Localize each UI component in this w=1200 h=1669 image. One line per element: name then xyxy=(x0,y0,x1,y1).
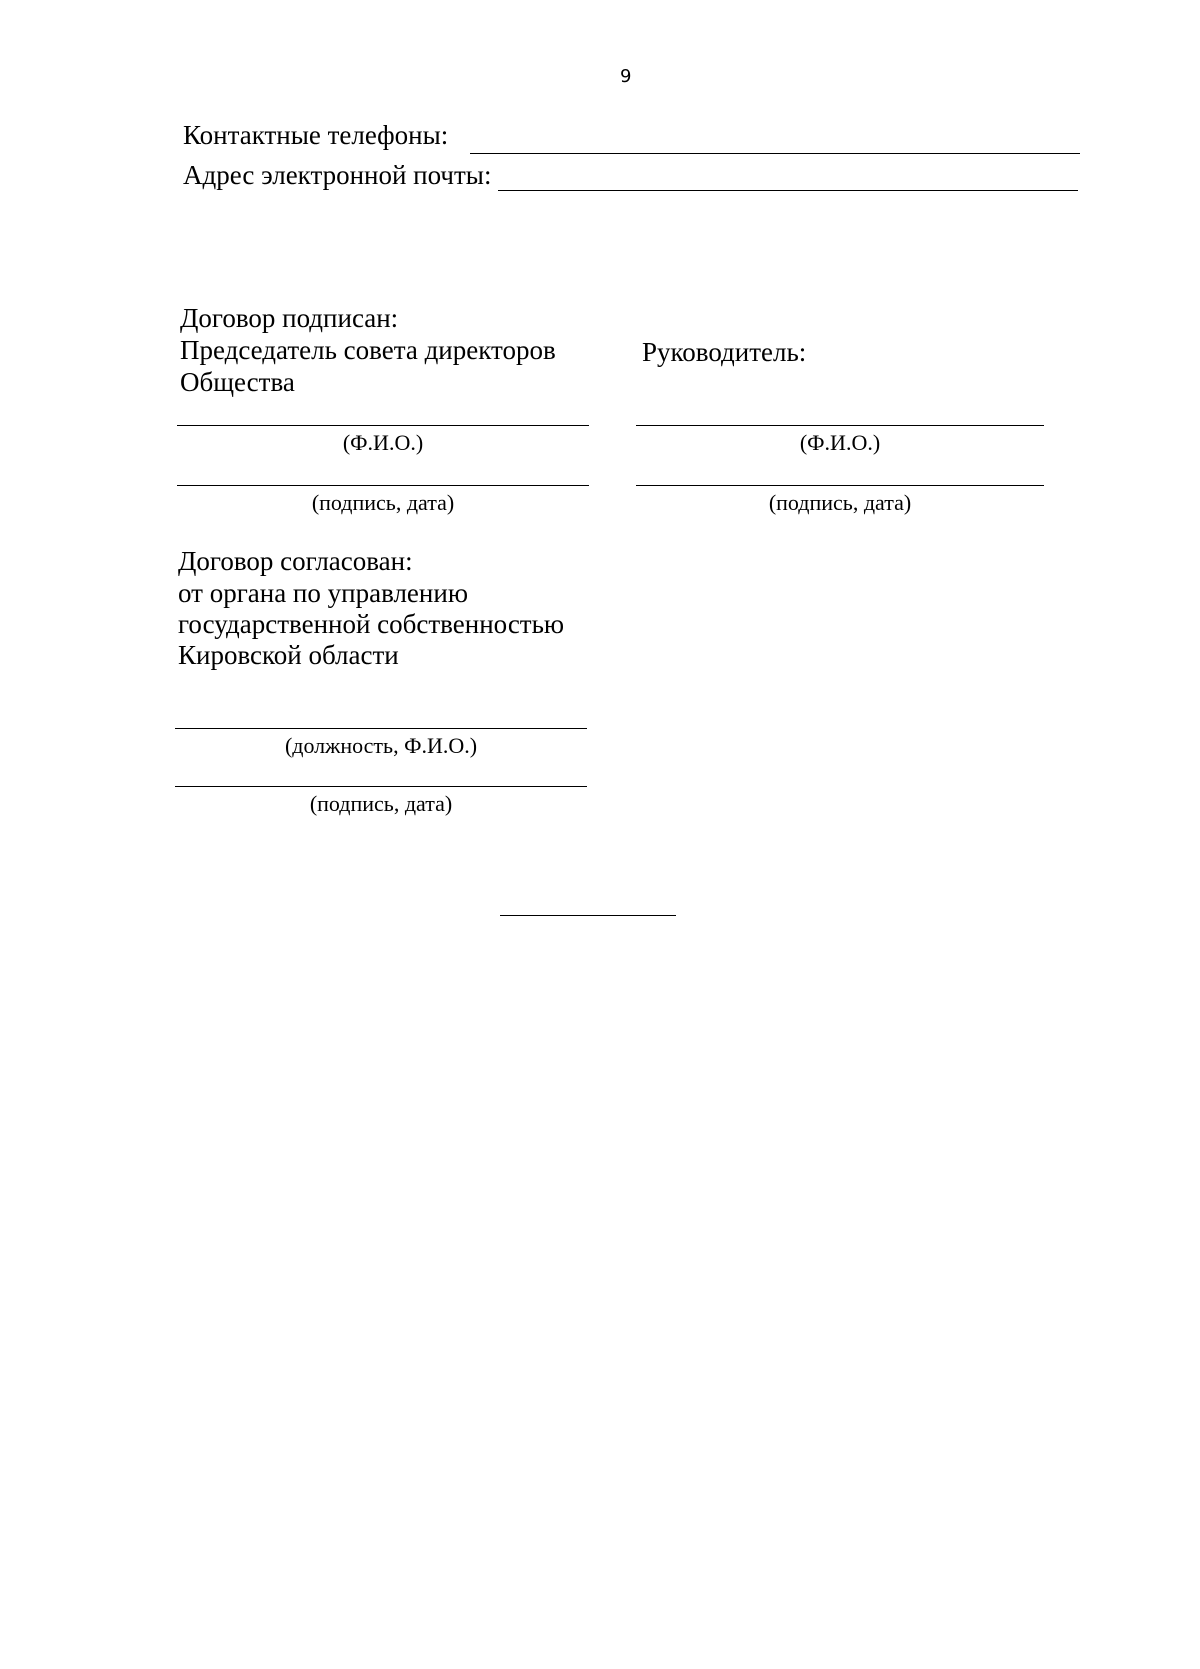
approved-heading: Договор согласован: xyxy=(178,546,413,576)
signed-heading: Договор подписан: xyxy=(180,303,399,333)
director-sign-caption: (подпись, дата) xyxy=(768,490,912,515)
approved-line3: Кировской области xyxy=(178,640,399,670)
phones-label: Контактные телефоны: xyxy=(183,120,449,150)
email-field-line[interactable] xyxy=(498,190,1078,191)
chairman-name-line[interactable] xyxy=(177,425,589,426)
director-title: Руководитель: xyxy=(642,337,807,367)
chairman-name-caption: (Ф.И.О.) xyxy=(342,430,424,455)
approved-line2: государственной собственностью xyxy=(178,609,565,639)
email-label: Адрес электронной почты: xyxy=(183,160,492,190)
end-separator xyxy=(500,915,676,916)
chairman-sign-caption: (подпись, дата) xyxy=(311,490,455,515)
approver-position-line[interactable] xyxy=(175,728,587,729)
director-name-line[interactable] xyxy=(636,425,1044,426)
phones-field-line[interactable] xyxy=(470,153,1080,154)
director-name-caption: (Ф.И.О.) xyxy=(799,430,881,455)
director-sign-line[interactable] xyxy=(636,485,1044,486)
page-number: 9 xyxy=(620,66,632,87)
chairman-title-line2: Общества xyxy=(180,367,295,397)
chairman-sign-line[interactable] xyxy=(177,485,589,486)
approver-position-caption: (должность, Ф.И.О.) xyxy=(284,733,478,758)
approver-sign-caption: (подпись, дата) xyxy=(309,791,453,816)
approver-sign-line[interactable] xyxy=(175,786,587,787)
chairman-title-line1: Председатель совета директоров xyxy=(180,335,556,365)
approved-line1: от органа по управлению xyxy=(178,578,468,608)
